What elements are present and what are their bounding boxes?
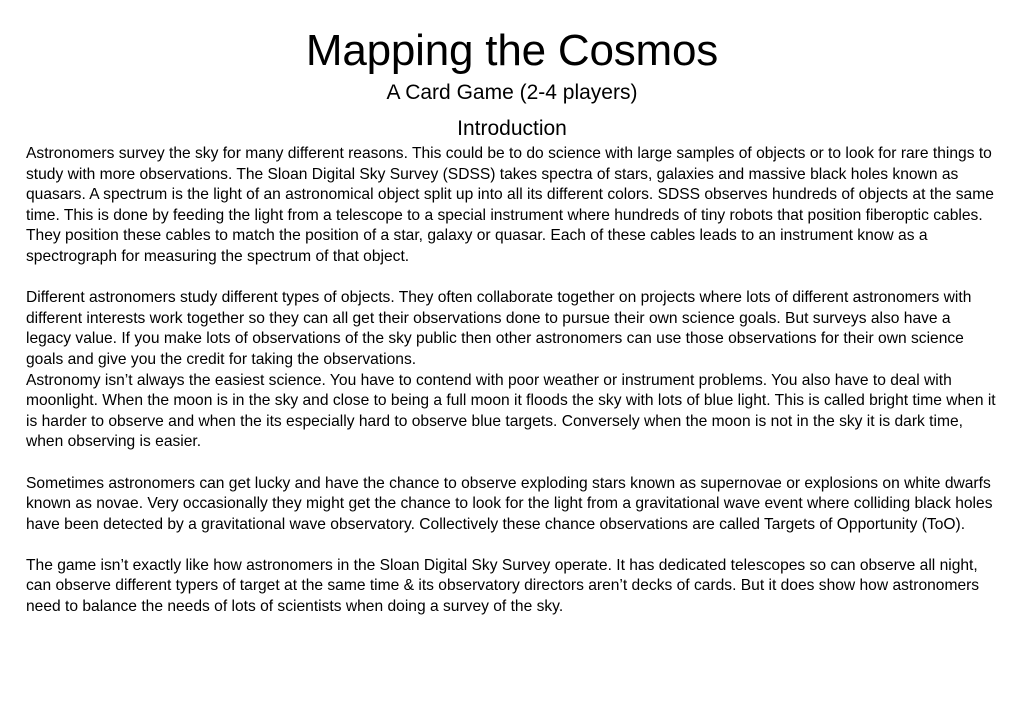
page-title: Mapping the Cosmos [305,26,719,75]
paragraph-survey-reasons: Astronomers survey the sky for many different reasons. This could be to do science with large samples of objects or to look for rare things to study with more observations. The Sloan Digital Sky Survey (SDSS) takes spectra of stars, galaxies and massive black holes known as quasars. A spectrum is the light of an astronomical object split up into all its different colors. SDSS observes hundreds of objects at the same time. This is done by feeding the light from a telescope to a special instrument where hundreds of tiny robots that position fiberoptic cables. They position these cables to match the position of a star, galaxy or quasar. Each of these cables leads to an instrument know as a spectrograph for measuring the spectrum of that object. [26,145,994,265]
paragraph-collaboration: Different astronomers study different types of objects. They often collaborate together on projects where lots of different astronomers with different interests work together so they can all get their observations done to pursue their own science goals. But surveys also have a legacy value. If you make lots of observations of the sky public then other astronomers can use those observations for their own science goals and give you the credit for taking the observations. [26,289,972,368]
paragraph-game-disclaimer: The game isn’t exactly like how astronomers in the Sloan Digital Sky Survey operate. It has dedicated telescopes so can observe all night, can observe different typers of target at the same time & its observatory directors aren’t decks of cards. But it does show how astronomers need to balance the needs of lots of scientists when doing a survey of the sky. [26,556,980,616]
section-heading-introduction: Introduction [457,117,567,140]
paragraph-moonlight: Astronomy isn’t always the easiest science. You have to contend with poor weather or instrument problems. You also have to deal with moonlight. When the moon is in the sky and close to being a full moon it floods the sky with lots of blue light. This is called bright time when it is harder to observe and when the its especially hard to observe blue targets. Conversely when the moon is not in the sky it is dark time, when observing is easier. [26,371,996,451]
page-subtitle: A Card Game (2-4 players) [386,81,638,104]
introduction-body [26,144,998,618]
paragraph-targets-of-opportunity: Sometimes astronomers can get lucky and have the chance to observe exploding stars known as supernovae or explosions on white dwarfs known as novae. Very occasionally they might get the chance to look for the light from a gravitational wave event where colliding black holes have been detected by a gravitational wave observatory. Collectively these chance observations are called Targets of Opportunity (ToO). [26,474,993,533]
